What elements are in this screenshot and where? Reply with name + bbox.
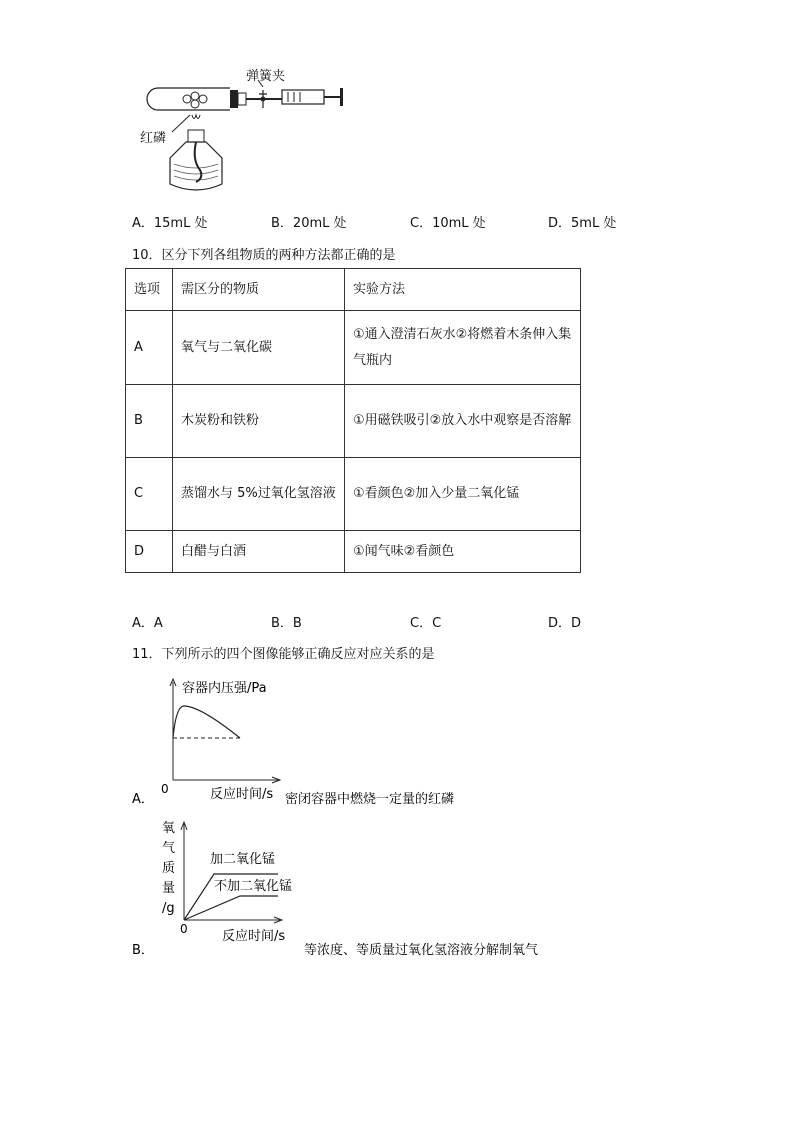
graph-b-legend-no-mno2: 不加二氧化锰 [214, 879, 293, 894]
header-option: 选项 [126, 269, 173, 311]
graph-b-legend-mno2: 加二氧化锰 [210, 852, 276, 867]
q10-table [125, 268, 581, 573]
q9-option-c: C．10mL 处 [410, 216, 486, 231]
row-method: ①闻气味②看颜色 [345, 531, 581, 573]
phosphorus-label: 红磷 [140, 131, 167, 146]
row-substances: 白醋与白酒 [173, 531, 345, 573]
q9-option-b: B．20mL 处 [271, 216, 347, 231]
graph-a-caption: 密闭容器中燃烧一定量的红磷 [285, 792, 455, 807]
graph-b [130, 818, 570, 958]
graph-a-xlabel: 反应时间/s [210, 787, 274, 802]
graph-b-ylabel-4: 量 [162, 881, 176, 896]
graph-a [130, 676, 480, 808]
row-option: C [126, 458, 173, 531]
graph-b-letter: B． [132, 943, 154, 958]
graph-b-ylabel-2: 气 [162, 841, 176, 856]
q10-option-a: A．A [132, 616, 163, 631]
row-option: B [126, 385, 173, 458]
q10-option-b: B．B [271, 616, 302, 631]
q9-option-d: D．5mL 处 [548, 216, 617, 231]
q10-option-d: D．D [548, 616, 582, 631]
header-method: 实验方法 [345, 269, 581, 311]
graph-b-origin: 0 [180, 922, 188, 936]
header-substances: 需区分的物质 [173, 269, 345, 311]
row-substances: 蒸馏水与 5%过氧化氢溶液 [173, 458, 345, 531]
row-option: D [126, 531, 173, 573]
graph-a-origin: 0 [161, 782, 169, 796]
row-substances: 木炭粉和铁粉 [173, 385, 345, 458]
graph-b-ylabel-1: 氧 [162, 821, 176, 836]
row-method: ①用磁铁吸引②放入水中观察是否溶解 [345, 385, 581, 458]
q11-stem: 11．下列所示的四个图像能够正确反应对应关系的是 [132, 647, 435, 662]
row-method: ①看颜色②加入少量二氧化锰 [345, 458, 581, 531]
row-substances: 氧气与二氧化碳 [173, 311, 345, 385]
q9-option-a: A．15mL 处 [132, 216, 208, 231]
clip-label: 弹簧夹 [246, 69, 286, 84]
graph-b-xlabel: 反应时间/s [222, 929, 286, 944]
q10-stem: 10．区分下列各组物质的两种方法都正确的是 [132, 248, 396, 263]
graph-a-curve [173, 706, 240, 738]
graph-a-ylabel: 容器内压强/Pa [182, 681, 267, 696]
row-method: ①通入澄清石灰水②将燃着木条伸入集气瓶内 [345, 311, 581, 385]
graph-b-caption: 等浓度、等质量过氧化氢溶液分解制氧气 [304, 943, 539, 958]
graph-b-series-no-mno2 [184, 896, 278, 920]
row-option: A [126, 311, 173, 385]
graph-a-letter: A． [132, 792, 154, 807]
q10-option-c: C．C [410, 616, 442, 631]
graph-b-ylabel-5: /g [162, 901, 175, 916]
graph-b-ylabel-3: 质 [162, 861, 176, 876]
apparatus-diagram [130, 60, 360, 200]
